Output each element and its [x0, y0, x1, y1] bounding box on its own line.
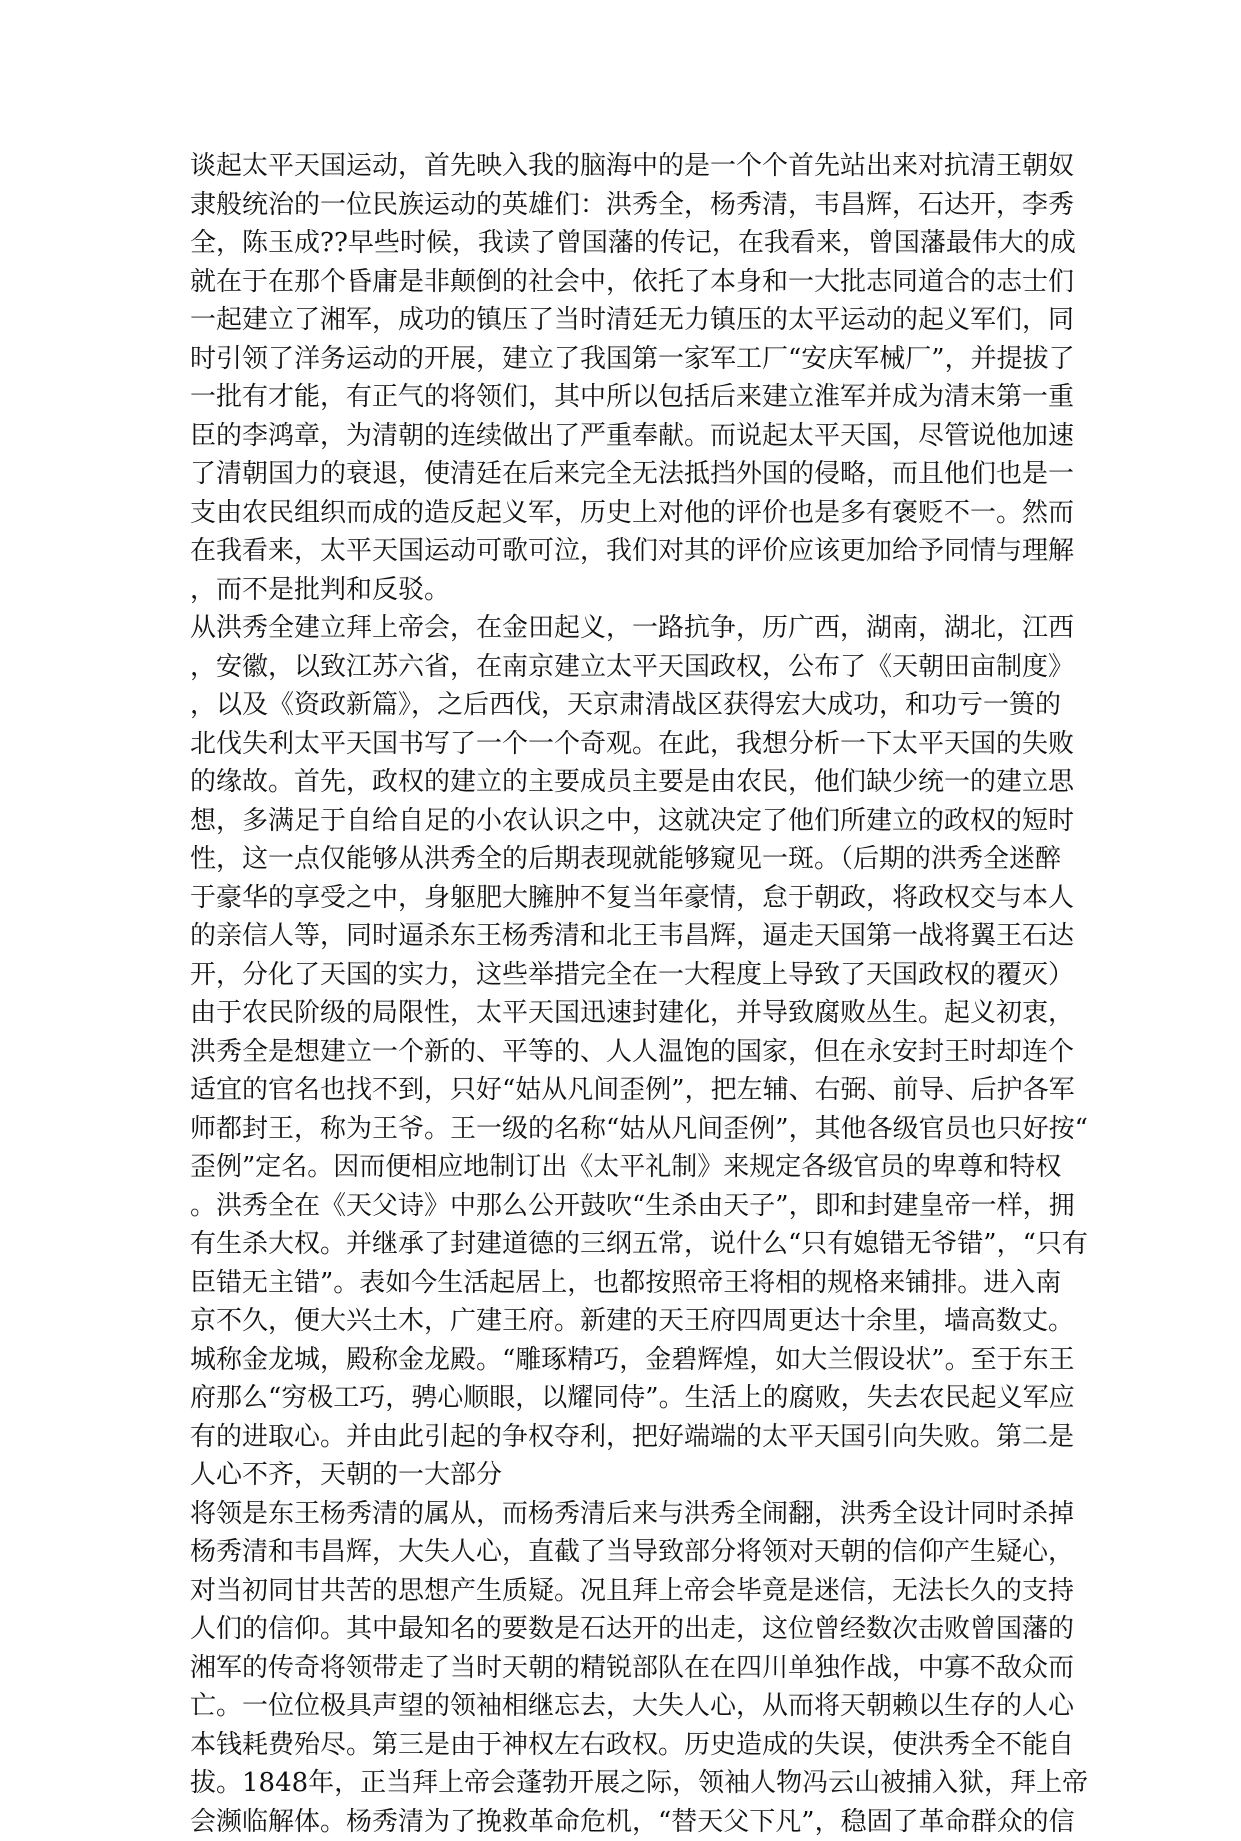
- text-line: 一批有才能，有正气的将领们，其中所以包括后来建立淮军并成为清末第一重: [190, 378, 1052, 417]
- text-line: 全，陈玉成??早些时候，我读了曾国藩的传记，在我看来，曾国藩最伟大的成: [190, 224, 1052, 263]
- text-line: 城称金龙城，殿称金龙殿。“雕琢精巧，金碧辉煌，如大兰假设状”。至于东王: [190, 1341, 1052, 1380]
- text-line: 会濒临解体。杨秀清为了挽救革命危机，“替天父下凡”，稳固了革命群众的信: [190, 1803, 1052, 1841]
- text-line: 就在于在那个昏庸是非颠倒的社会中，依托了本身和一大批志同道合的志士们: [190, 263, 1052, 302]
- text-line: 想，多满足于自给自足的小农认识之中，这就决定了他们所建立的政权的短时: [190, 802, 1052, 841]
- text-line: 师都封王，称为王爷。王一级的名称“姑从凡间歪例”，其他各级官员也只好按“: [190, 1110, 1052, 1149]
- text-line: 支由农民组织而成的造反起义军，历史上对他的评价也是多有褒贬不一。然而: [190, 494, 1052, 533]
- text-line: 的缘故。首先，政权的建立的主要成员主要是由农民，他们缺少统一的建立思: [190, 763, 1052, 802]
- text-line: 一起建立了湘军，成功的镇压了当时清廷无力镇压的太平运动的起义军们，同: [190, 301, 1052, 340]
- text-line: 由于农民阶级的局限性，太平天国迅速封建化，并导致腐败丛生。起义初衷，: [190, 994, 1052, 1033]
- text-line: 开，分化了天国的实力，这些举措完全在一大程度上导致了天国政权的覆灭）: [190, 956, 1052, 995]
- text-line: 臣的李鸿章，为清朝的连续做出了严重奉献。而说起太平天国，尽管说他加速: [190, 417, 1052, 456]
- text-line: 在我看来，太平天国运动可歌可泣，我们对其的评价应该更加给予同情与理解: [190, 532, 1052, 571]
- text-line: 适宜的官名也找不到，只好“姑从凡间歪例”，把左辅、右弼、前导、后护各军: [190, 1071, 1052, 1110]
- text-line: 湘军的传奇将领带走了当时天朝的精锐部队在在四川单独作战，中寡不敌众而: [190, 1649, 1052, 1688]
- text-line: 本钱耗费殆尽。第三是由于神权左右政权。历史造成的失误，使洪秀全不能自: [190, 1726, 1052, 1765]
- text-line: 将领是东王杨秀清的属从，而杨秀清后来与洪秀全闹翻，洪秀全设计同时杀掉: [190, 1495, 1052, 1534]
- text-line: 歪例”定名。因而便相应地制订出《太平礼制》来规定各级官员的卑尊和特权: [190, 1148, 1052, 1187]
- text-line: 京不久，便大兴土木，广建王府。新建的天王府四周更达十余里，墙高数丈。: [190, 1302, 1052, 1341]
- text-line: 杨秀清和韦昌辉，大失人心，直截了当导致部分将领对天朝的信仰产生疑心，: [190, 1533, 1052, 1572]
- text-line: 谈起太平天国运动，首先映入我的脑海中的是一个个首先站出来对抗清王朝奴: [190, 147, 1052, 186]
- text-line: 人们的信仰。其中最知名的要数是石达开的出走，这位曾经数次击败曾国藩的: [190, 1610, 1052, 1649]
- text-line: 隶般统治的一位民族运动的英雄们：洪秀全，杨秀清，韦昌辉，石达开，李秀: [190, 186, 1052, 225]
- text-line: 北伐失利太平天国书写了一个一个奇观。在此，我想分析一下太平天国的失败: [190, 725, 1052, 764]
- text-line: ，而不是批判和反驳。: [190, 571, 1052, 610]
- text-line: ，以及《资政新篇》，之后西伐，天京肃清战区获得宏大成功，和功亏一篑的: [190, 686, 1052, 725]
- text-line: 拔。1848年，正当拜上帝会蓬勃开展之际，领袖人物冯云山被捕入狱，拜上帝: [190, 1764, 1052, 1803]
- text-line: 对当初同甘共苦的思想产生质疑。况且拜上帝会毕竟是迷信，无法长久的支持: [190, 1572, 1052, 1611]
- text-line: 。洪秀全在《天父诗》中那么公开鼓吹“生杀由天子”，即和封建皇帝一样，拥: [190, 1187, 1052, 1226]
- text-line: 性，这一点仅能够从洪秀全的后期表现就能够窥见一斑。（后期的洪秀全迷醉: [190, 840, 1052, 879]
- text-line: 的亲信人等，同时逼杀东王杨秀清和北王韦昌辉，逼走天国第一战将翼王石达: [190, 917, 1052, 956]
- text-line: 于豪华的享受之中，身躯肥大臃肿不复当年豪情，怠于朝政，将政权交与本人: [190, 879, 1052, 918]
- text-line: 时引领了洋务运动的开展，建立了我国第一家军工厂“安庆军械厂”，并提拔了: [190, 340, 1052, 379]
- text-line: 人心不齐，天朝的一大部分: [190, 1456, 1052, 1495]
- text-line: 府那么“穷极工巧，骋心顺眼，以耀同侍”。生活上的腐败，失去农民起义军应: [190, 1379, 1052, 1418]
- text-line: 洪秀全是想建立一个新的、平等的、人人温饱的国家，但在永安封王时却连个: [190, 1033, 1052, 1072]
- text-line: ，安徽，以致江苏六省，在南京建立太平天国政权，公布了《天朝田亩制度》: [190, 648, 1052, 687]
- text-line: 亡。一位位极具声望的领袖相继忘去，大失人心，从而将天朝赖以生存的人心: [190, 1687, 1052, 1726]
- document-body: [190, 147, 1052, 1841]
- text-line: 臣错无主错”。表如今生活起居上，也都按照帝王将相的规格来铺排。进入南: [190, 1264, 1052, 1303]
- text-line: 有的进取心。并由此引起的争权夺利，把好端端的太平天国引向失败。第二是: [190, 1418, 1052, 1457]
- text-line: 有生杀大权。并继承了封建道德的三纲五常，说什么“只有媳错无爷错”，“只有: [190, 1225, 1052, 1264]
- text-line: 了清朝国力的衰退，使清廷在后来完全无法抵挡外国的侵略，而且他们也是一: [190, 455, 1052, 494]
- text-line: 从洪秀全建立拜上帝会，在金田起义，一路抗争，历广西，湖南，湖北，江西: [190, 609, 1052, 648]
